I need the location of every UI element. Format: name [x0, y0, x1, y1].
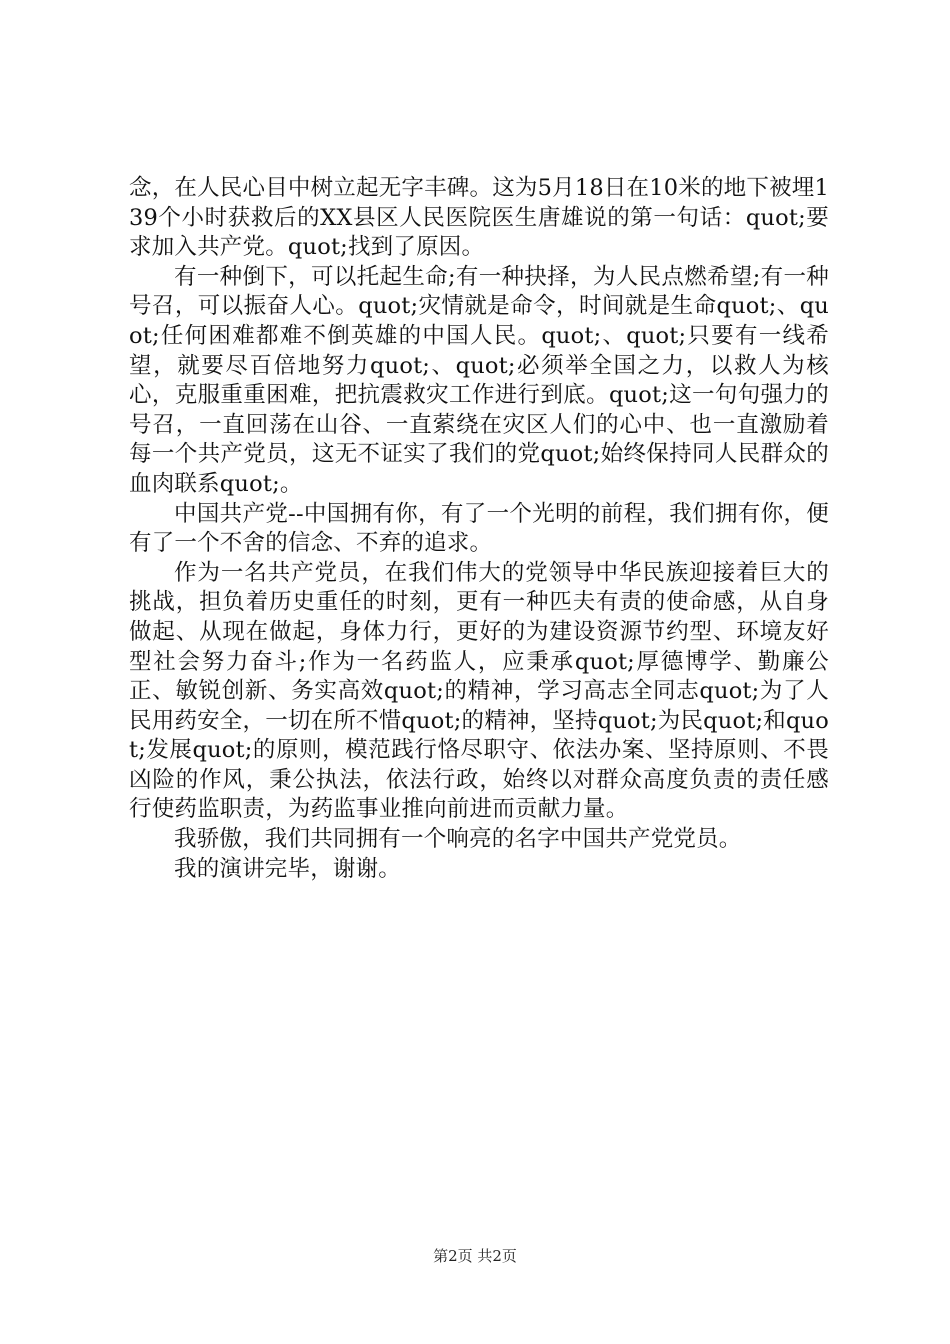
paragraph-6: 我的演讲完毕，谢谢。 — [174, 855, 402, 882]
paragraph-3: 中国共产党--中国拥有你，有了一个光明的前程，我们拥有你，便有了一个不舍的信念、不弃的追求。 — [129, 500, 829, 557]
paragraph-4: 作为一名共产党员，在我们伟大的党领导中华民族迎接着巨大的挑战，担负着历史重任的时刻，更有一种匹夫有责的使命感，从自身做起、从现在做起，身体力行，更好的为建设资源节约型、环境友好型社会努力奋斗;作为一名药监人，应秉承quot;厚德博学、勤廉公正、敏锐创新、务实高效quot;的精神，学习高志全同志quot;为了人民用药安全，一切在所不惜quot;的精神，坚持quot;为民quot;和quot;发展quot;的原则，模范践行恪尽职守、依法办案、坚持原则、不畏凶险的作风，秉公执法，依法行政，始终以对群众高度负责的责任感行使药监职责，为药监事业推向前进而贡献力量。 — [129, 559, 829, 823]
paragraph-5: 我骄傲，我们共同拥有一个响亮的名字中国共产党党员。 — [174, 826, 742, 853]
document-body — [129, 174, 829, 884]
paragraph-1: 念，在人民心目中树立起无字丰碑。这为5月18日在10米的地下被埋139个小时获救后的XX县区人民医院医生唐雄说的第一句话：quot;要求加入共产党。quot;找到了原因。 — [129, 175, 829, 261]
paragraph-2: 有一种倒下，可以托起生命;有一种抉择，为人民点燃希望;有一种号召，可以振奋人心。quot;灾情就是命令，时间就是生命quot;、quot;任何困难都难不倒英雄的中国人民。quot;、quot;只要有一线希望，就要尽百倍地努力quot;、quot;必须举全国之力，以救人为核心，克服重重困难，把抗震救灾工作进行到底。quot;这一句句强力的号召，一直回荡在山谷、一直萦绕在灾区人们的心中、也一直激励着每一个共产党员，这无不证实了我们的党quot;始终保持同人民群众的血肉联系quot;。 — [129, 263, 829, 497]
page-footer: 第2页 共2页 — [433, 1247, 517, 1265]
